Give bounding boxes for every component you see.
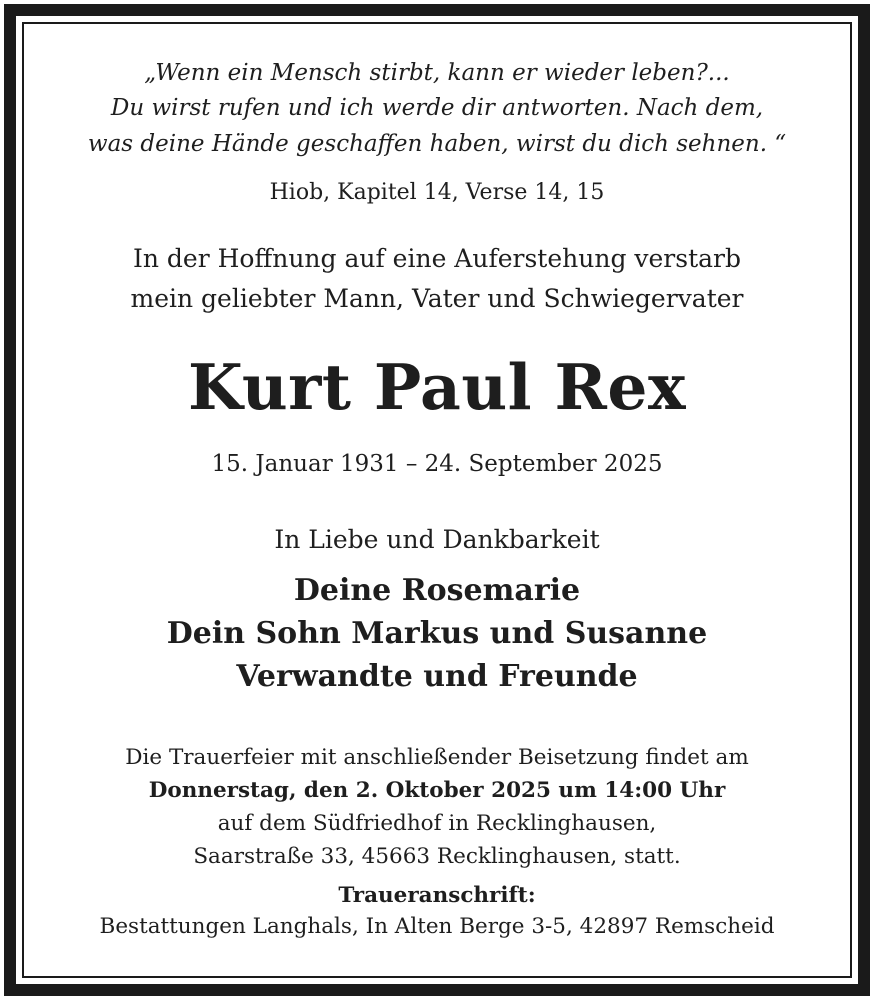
funeral-line-1: Die Trauerfeier mit anschließender Beisetzung findet am — [125, 745, 749, 770]
deceased-name: Kurt Paul Rex — [187, 350, 687, 424]
intro-line-2: mein geliebter Mann, Vater und Schwiegervater — [130, 284, 744, 313]
life-dates: 15. Januar 1931 – 24. September 2025 — [211, 451, 663, 477]
mourning-address: Bestattungen Langhals, In Alten Berge 3-5, 42897 Remscheid — [99, 914, 775, 939]
quote-line-2: Du wirst rufen und ich werde dir antworten. Nach dem, — [110, 95, 764, 121]
mourner-name-3: Verwandte und Freunde — [236, 659, 638, 694]
funeral-address: Saarstraße 33, 45663 Recklinghausen, statt. — [193, 844, 681, 869]
mourning-address-label: Traueranschrift: — [338, 883, 536, 908]
mourners-intro: In Liebe und Dankbarkeit — [274, 525, 600, 554]
funeral-location: auf dem Südfriedhof in Recklinghausen, — [217, 811, 657, 836]
funeral-datetime: Donnerstag, den 2. Oktober 2025 um 14:00 Uhr — [148, 778, 726, 803]
intro-line-1: In der Hoffnung auf eine Auferstehung verstarb — [132, 244, 741, 273]
quote-line-3: was deine Hände geschaffen haben, wirst du dich sehnen. “ — [87, 131, 787, 157]
quote-reference: Hiob, Kapitel 14, Verse 14, 15 — [269, 180, 605, 205]
mourner-name-1: Deine Rosemarie — [293, 573, 581, 608]
quote-line-1: „Wenn ein Mensch stirbt, kann er wieder leben?... — [144, 60, 730, 86]
mourner-name-2: Dein Sohn Markus und Susanne — [166, 616, 708, 651]
